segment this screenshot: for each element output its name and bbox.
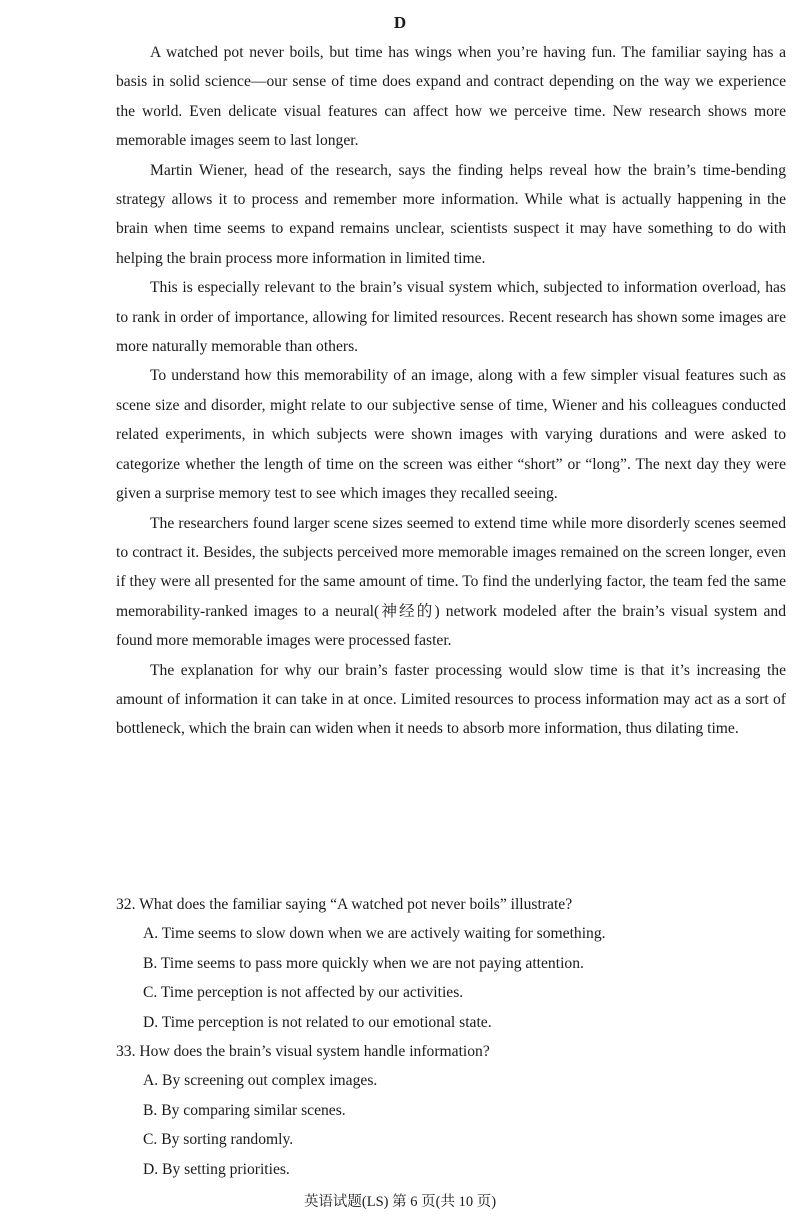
answer-option-d: D. Time perception is not related to our emotional state. [143,1013,492,1031]
passage-paragraph: Martin Wiener, head of the research, says the finding helps reveal how the brain’s time-bending strategy allows it to process and remember more information. While what is actually happening in the brain when time seems to expand remains unclear, scientists suspect it may have something to do with helping the brain process more information in limited time. [116,161,786,267]
answer-option-b: B. Time seems to pass more quickly when we are not paying attention. [143,954,584,972]
answer-option-a: A. By screening out complex images. [143,1072,378,1090]
passage-paragraph: To understand how this memorability of an image, along with a few simpler visual features such as scene size and disorder, might relate to our subjective sense of time, Wiener and his colleagues conducted related experiments, in which subjects were shown images with varying durations and were asked to categorize whether the length of time on the screen was either “short” or “long”. The next day they were given a surprise memory test to see which images they recalled seeing. [116,367,786,503]
passage-paragraph: The explanation for why our brain’s faster processing would slow time is that it’s increasing the amount of information it can take in at once. Limited resources to process information may act as a sort of bottleneck, which the brain can widen when it needs to absorb more information, thus dilating time. [116,661,786,738]
passage-paragraph: The researchers found larger scene sizes seemed to extend time while more disorderly scenes seemed to contract it. Besides, the subjects perceived more memorable images remained on the screen longer, even if they were all presented for the same amount of time. To find the underlying factor, the team fed the same memorability-ranked images to a neural(神经的) network modeled after the brain’s visual system and found more memorable images were processed faster. [116,514,786,650]
question-33 [116,1037,786,1184]
question-32 [116,890,786,1037]
passage-paragraph: This is especially relevant to the brain’s visual system which, subjected to information overload, has to rank in order of importance, allowing for limited resources. Recent research has shown some images are more naturally memorable than others. [116,279,786,356]
answer-option-c: C. Time perception is not affected by our activities. [143,984,464,1002]
answer-option-b: B. By comparing similar scenes. [143,1101,346,1119]
answer-option-d: D. By setting priorities. [143,1160,290,1178]
answer-option-c: C. By sorting randomly. [143,1131,294,1149]
question-list [116,890,786,1184]
question-stem: 32. What does the familiar saying “A watched pot never boils” illustrate? [116,896,573,913]
section-title: D [393,13,407,32]
passage-paragraph: A watched pot never boils, but time has wings when you’re having fun. The familiar saying has a basis in solid science—our sense of time does expand and contract depending on the way we experience the world. Even delicate visual features can affect how we perceive time. New research shows more memorable images seem to last longer. [116,44,786,150]
answer-option-a: A. Time seems to slow down when we are actively waiting for something. [143,925,606,943]
reading-passage [116,38,786,744]
question-stem: 33. How does the brain’s visual system handle information? [116,1043,490,1061]
page-footer: 英语试题(LS) 第 6 页(共 10 页) [303,1194,497,1210]
